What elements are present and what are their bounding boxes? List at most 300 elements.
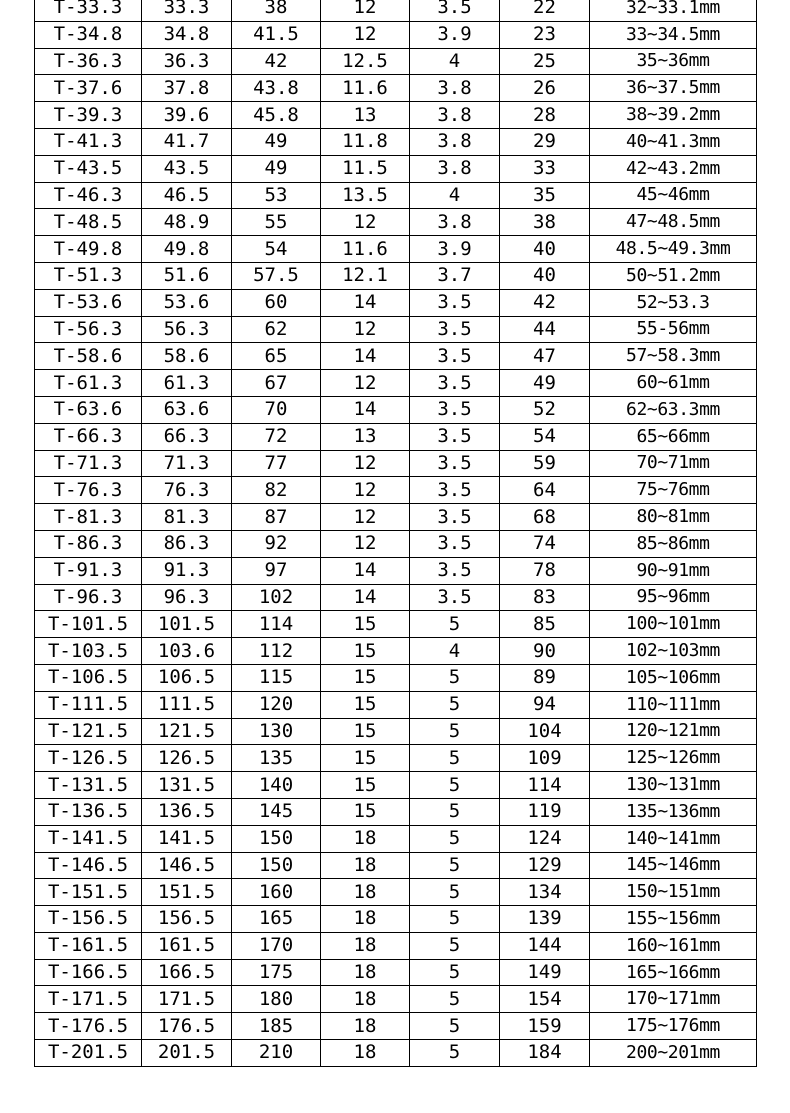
thickness-cell: 3.5 [410,477,500,504]
table-row [35,182,757,209]
thickness-cell: 3.8 [410,128,500,155]
outer-dia-cell: 87 [232,504,321,531]
width-cell: 11.5 [321,155,410,182]
model-cell: T-166.5 [35,959,142,986]
thickness-cell: 3.8 [410,209,500,236]
width-cell: 12 [321,477,410,504]
thickness-cell: 3.5 [410,0,500,21]
model-cell: T-176.5 [35,1013,142,1040]
model-cell: T-81.3 [35,504,142,531]
value-cell: 184 [500,1040,590,1067]
inner-dia-cell: 176.5 [142,1013,232,1040]
width-cell: 14 [321,584,410,611]
value-cell: 47 [500,343,590,370]
value-cell: 139 [500,906,590,933]
range-cell: 95~96mm [590,584,757,611]
model-cell: T-76.3 [35,477,142,504]
inner-dia-cell: 91.3 [142,557,232,584]
model-cell: T-51.3 [35,262,142,289]
model-cell: T-86.3 [35,530,142,557]
inner-dia-cell: 103.6 [142,638,232,665]
value-cell: 26 [500,75,590,102]
thickness-cell: 5 [410,1013,500,1040]
model-cell: T-53.6 [35,289,142,316]
width-cell: 18 [321,932,410,959]
width-cell: 15 [321,745,410,772]
size-table-body [35,0,757,1066]
range-cell: 85~86mm [590,530,757,557]
range-cell: 65~66mm [590,423,757,450]
outer-dia-cell: 55 [232,209,321,236]
range-cell: 60~61mm [590,370,757,397]
model-cell: T-49.8 [35,236,142,263]
width-cell: 18 [321,906,410,933]
range-cell: 170~171mm [590,986,757,1013]
value-cell: 144 [500,932,590,959]
range-cell: 100~101mm [590,611,757,638]
width-cell: 12 [321,21,410,48]
width-cell: 15 [321,718,410,745]
width-cell: 18 [321,1040,410,1067]
outer-dia-cell: 114 [232,611,321,638]
table-row [35,798,757,825]
outer-dia-cell: 49 [232,128,321,155]
thickness-cell: 5 [410,986,500,1013]
outer-dia-cell: 41.5 [232,21,321,48]
width-cell: 18 [321,852,410,879]
range-cell: 125~126mm [590,745,757,772]
thickness-cell: 4 [410,638,500,665]
table-row [35,102,757,129]
model-cell: T-58.6 [35,343,142,370]
outer-dia-cell: 210 [232,1040,321,1067]
thickness-cell: 5 [410,772,500,799]
inner-dia-cell: 131.5 [142,772,232,799]
inner-dia-cell: 86.3 [142,530,232,557]
value-cell: 28 [500,102,590,129]
outer-dia-cell: 67 [232,370,321,397]
model-cell: T-141.5 [35,825,142,852]
outer-dia-cell: 112 [232,638,321,665]
value-cell: 109 [500,745,590,772]
width-cell: 15 [321,611,410,638]
value-cell: 119 [500,798,590,825]
range-cell: 80~81mm [590,504,757,531]
width-cell: 18 [321,959,410,986]
outer-dia-cell: 180 [232,986,321,1013]
value-cell: 29 [500,128,590,155]
value-cell: 149 [500,959,590,986]
table-row [35,986,757,1013]
value-cell: 114 [500,772,590,799]
value-cell: 42 [500,289,590,316]
range-cell: 90~91mm [590,557,757,584]
thickness-cell: 3.8 [410,155,500,182]
inner-dia-cell: 61.3 [142,370,232,397]
thickness-cell: 5 [410,664,500,691]
table-row [35,316,757,343]
thickness-cell: 3.5 [410,450,500,477]
range-cell: 38~39.2mm [590,102,757,129]
width-cell: 18 [321,986,410,1013]
width-cell: 11.6 [321,236,410,263]
table-row [35,504,757,531]
outer-dia-cell: 130 [232,718,321,745]
thickness-cell: 3.8 [410,75,500,102]
range-cell: 110~111mm [590,691,757,718]
width-cell: 15 [321,772,410,799]
value-cell: 35 [500,182,590,209]
table-row [35,450,757,477]
width-cell: 12.1 [321,262,410,289]
range-cell: 33~34.5mm [590,21,757,48]
width-cell: 12 [321,316,410,343]
outer-dia-cell: 42 [232,48,321,75]
thickness-cell: 3.8 [410,102,500,129]
range-cell: 130~131mm [590,772,757,799]
value-cell: 38 [500,209,590,236]
range-cell: 120~121mm [590,718,757,745]
value-cell: 68 [500,504,590,531]
table-row [35,1013,757,1040]
value-cell: 22 [500,0,590,21]
outer-dia-cell: 97 [232,557,321,584]
model-cell: T-111.5 [35,691,142,718]
value-cell: 83 [500,584,590,611]
value-cell: 134 [500,879,590,906]
width-cell: 15 [321,638,410,665]
outer-dia-cell: 115 [232,664,321,691]
range-cell: 135~136mm [590,798,757,825]
range-cell: 36~37.5mm [590,75,757,102]
width-cell: 14 [321,289,410,316]
inner-dia-cell: 49.8 [142,236,232,263]
value-cell: 64 [500,477,590,504]
model-cell: T-156.5 [35,906,142,933]
width-cell: 11.8 [321,128,410,155]
thickness-cell: 5 [410,906,500,933]
model-cell: T-48.5 [35,209,142,236]
table-row [35,155,757,182]
value-cell: 59 [500,450,590,477]
range-cell: 50~51.2mm [590,262,757,289]
value-cell: 89 [500,664,590,691]
outer-dia-cell: 170 [232,932,321,959]
model-cell: T-41.3 [35,128,142,155]
thickness-cell: 3.5 [410,557,500,584]
model-cell: T-146.5 [35,852,142,879]
value-cell: 44 [500,316,590,343]
inner-dia-cell: 51.6 [142,262,232,289]
inner-dia-cell: 58.6 [142,343,232,370]
range-cell: 200~201mm [590,1040,757,1067]
inner-dia-cell: 43.5 [142,155,232,182]
value-cell: 85 [500,611,590,638]
table-row [35,477,757,504]
width-cell: 11.6 [321,75,410,102]
thickness-cell: 4 [410,48,500,75]
table-row [35,343,757,370]
table-row [35,932,757,959]
thickness-cell: 3.5 [410,504,500,531]
outer-dia-cell: 60 [232,289,321,316]
thickness-cell: 3.5 [410,423,500,450]
model-cell: T-121.5 [35,718,142,745]
model-cell: T-56.3 [35,316,142,343]
value-cell: 74 [500,530,590,557]
range-cell: 145~146mm [590,852,757,879]
value-cell: 52 [500,396,590,423]
thickness-cell: 5 [410,825,500,852]
table-row [35,370,757,397]
inner-dia-cell: 46.5 [142,182,232,209]
table-row [35,530,757,557]
outer-dia-cell: 92 [232,530,321,557]
range-cell: 42~43.2mm [590,155,757,182]
thickness-cell: 5 [410,852,500,879]
model-cell: T-136.5 [35,798,142,825]
model-cell: T-43.5 [35,155,142,182]
table-row [35,584,757,611]
table-row [35,906,757,933]
outer-dia-cell: 102 [232,584,321,611]
outer-dia-cell: 82 [232,477,321,504]
outer-dia-cell: 70 [232,396,321,423]
inner-dia-cell: 166.5 [142,959,232,986]
value-cell: 124 [500,825,590,852]
value-cell: 40 [500,236,590,263]
inner-dia-cell: 106.5 [142,664,232,691]
model-cell: T-61.3 [35,370,142,397]
width-cell: 12 [321,370,410,397]
range-cell: 105~106mm [590,664,757,691]
table-row [35,825,757,852]
range-cell: 150~151mm [590,879,757,906]
table-row [35,75,757,102]
model-cell: T-106.5 [35,664,142,691]
thickness-cell: 5 [410,691,500,718]
width-cell: 18 [321,1013,410,1040]
outer-dia-cell: 54 [232,236,321,263]
thickness-cell: 5 [410,718,500,745]
inner-dia-cell: 56.3 [142,316,232,343]
value-cell: 40 [500,262,590,289]
model-cell: T-36.3 [35,48,142,75]
inner-dia-cell: 39.6 [142,102,232,129]
model-cell: T-71.3 [35,450,142,477]
model-cell: T-131.5 [35,772,142,799]
table-row [35,236,757,263]
model-cell: T-201.5 [35,1040,142,1067]
table-row [35,611,757,638]
thickness-cell: 3.9 [410,21,500,48]
range-cell: 165~166mm [590,959,757,986]
value-cell: 78 [500,557,590,584]
value-cell: 94 [500,691,590,718]
thickness-cell: 3.5 [410,289,500,316]
table-row [35,1040,757,1067]
inner-dia-cell: 34.8 [142,21,232,48]
table-row [35,0,757,21]
width-cell: 14 [321,557,410,584]
inner-dia-cell: 36.3 [142,48,232,75]
table-row [35,396,757,423]
model-cell: T-46.3 [35,182,142,209]
value-cell: 33 [500,155,590,182]
outer-dia-cell: 38 [232,0,321,21]
table-row [35,852,757,879]
inner-dia-cell: 63.6 [142,396,232,423]
model-cell: T-66.3 [35,423,142,450]
model-cell: T-33.3 [35,0,142,21]
thickness-cell: 3.7 [410,262,500,289]
model-cell: T-39.3 [35,102,142,129]
model-cell: T-34.8 [35,21,142,48]
range-cell: 75~76mm [590,477,757,504]
width-cell: 18 [321,825,410,852]
model-cell: T-96.3 [35,584,142,611]
inner-dia-cell: 53.6 [142,289,232,316]
outer-dia-cell: 165 [232,906,321,933]
thickness-cell: 3.5 [410,530,500,557]
table-row [35,959,757,986]
value-cell: 154 [500,986,590,1013]
width-cell: 14 [321,396,410,423]
outer-dia-cell: 53 [232,182,321,209]
model-cell: T-151.5 [35,879,142,906]
inner-dia-cell: 48.9 [142,209,232,236]
width-cell: 13 [321,102,410,129]
table-row [35,718,757,745]
table-row [35,262,757,289]
outer-dia-cell: 72 [232,423,321,450]
thickness-cell: 5 [410,932,500,959]
width-cell: 15 [321,691,410,718]
range-cell: 57~58.3mm [590,343,757,370]
width-cell: 14 [321,343,410,370]
value-cell: 159 [500,1013,590,1040]
range-cell: 102~103mm [590,638,757,665]
size-table-sheet [34,0,756,1067]
model-cell: T-161.5 [35,932,142,959]
inner-dia-cell: 151.5 [142,879,232,906]
thickness-cell: 3.5 [410,343,500,370]
model-cell: T-103.5 [35,638,142,665]
outer-dia-cell: 43.8 [232,75,321,102]
outer-dia-cell: 185 [232,1013,321,1040]
width-cell: 13 [321,423,410,450]
table-row [35,557,757,584]
width-cell: 12 [321,504,410,531]
table-row [35,638,757,665]
table-row [35,289,757,316]
inner-dia-cell: 141.5 [142,825,232,852]
inner-dia-cell: 101.5 [142,611,232,638]
inner-dia-cell: 81.3 [142,504,232,531]
value-cell: 25 [500,48,590,75]
outer-dia-cell: 145 [232,798,321,825]
range-cell: 140~141mm [590,825,757,852]
range-cell: 175~176mm [590,1013,757,1040]
range-cell: 35~36mm [590,48,757,75]
width-cell: 12 [321,0,410,21]
inner-dia-cell: 33.3 [142,0,232,21]
thickness-cell: 4 [410,182,500,209]
thickness-cell: 3.9 [410,236,500,263]
outer-dia-cell: 45.8 [232,102,321,129]
thickness-cell: 5 [410,745,500,772]
table-row [35,48,757,75]
outer-dia-cell: 57.5 [232,262,321,289]
range-cell: 160~161mm [590,932,757,959]
outer-dia-cell: 140 [232,772,321,799]
inner-dia-cell: 136.5 [142,798,232,825]
outer-dia-cell: 150 [232,852,321,879]
range-cell: 45~46mm [590,182,757,209]
model-cell: T-126.5 [35,745,142,772]
inner-dia-cell: 171.5 [142,986,232,1013]
range-cell: 62~63.3mm [590,396,757,423]
table-row [35,209,757,236]
width-cell: 12 [321,530,410,557]
model-cell: T-101.5 [35,611,142,638]
width-cell: 12.5 [321,48,410,75]
thickness-cell: 5 [410,959,500,986]
table-row [35,691,757,718]
thickness-cell: 5 [410,879,500,906]
width-cell: 12 [321,209,410,236]
outer-dia-cell: 160 [232,879,321,906]
outer-dia-cell: 175 [232,959,321,986]
inner-dia-cell: 66.3 [142,423,232,450]
size-table [34,0,757,1067]
model-cell: T-171.5 [35,986,142,1013]
model-cell: T-63.6 [35,396,142,423]
thickness-cell: 5 [410,798,500,825]
width-cell: 15 [321,664,410,691]
inner-dia-cell: 201.5 [142,1040,232,1067]
width-cell: 12 [321,450,410,477]
outer-dia-cell: 150 [232,825,321,852]
inner-dia-cell: 96.3 [142,584,232,611]
inner-dia-cell: 71.3 [142,450,232,477]
outer-dia-cell: 120 [232,691,321,718]
range-cell: 40~41.3mm [590,128,757,155]
outer-dia-cell: 49 [232,155,321,182]
inner-dia-cell: 111.5 [142,691,232,718]
value-cell: 54 [500,423,590,450]
outer-dia-cell: 62 [232,316,321,343]
range-cell: 70~71mm [590,450,757,477]
range-cell: 48.5~49.3mm [590,236,757,263]
inner-dia-cell: 126.5 [142,745,232,772]
table-row [35,772,757,799]
table-row [35,879,757,906]
range-cell: 32~33.1mm [590,0,757,21]
inner-dia-cell: 156.5 [142,906,232,933]
inner-dia-cell: 161.5 [142,932,232,959]
value-cell: 90 [500,638,590,665]
table-row [35,21,757,48]
value-cell: 104 [500,718,590,745]
width-cell: 13.5 [321,182,410,209]
thickness-cell: 3.5 [410,584,500,611]
model-cell: T-91.3 [35,557,142,584]
width-cell: 18 [321,879,410,906]
thickness-cell: 5 [410,1040,500,1067]
range-cell: 55-56mm [590,316,757,343]
outer-dia-cell: 77 [232,450,321,477]
